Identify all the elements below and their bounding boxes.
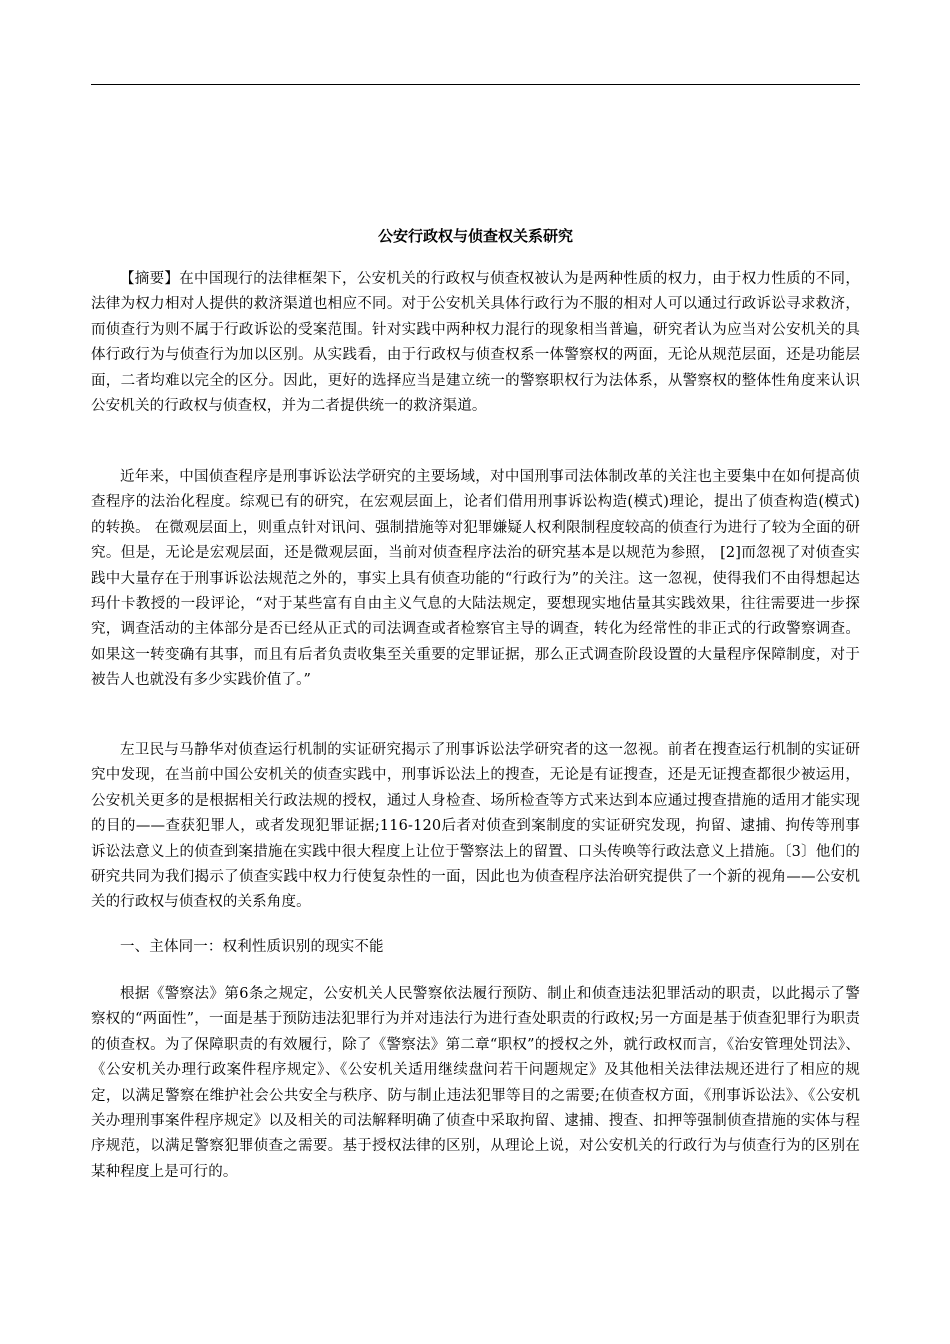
intro-paragraph: 近年来，中国侦查程序是刑事诉讼法学研究的主要场域，对中国刑事司法体制改革的关注也主要集中在如何提高侦查程序的法治化程度。综观已有的研究，在宏观层面上，论者们借用刑事诉讼构造(模式)理论，提出了侦查构造(模式)的转换。 在微观层面上，则重点针对讯问、强制措施等对犯罪嫌疑人权利限制程度较高的侦查行为进行了较为全面的研究。但是，无论是宏观层面，还是微观层面，当前对侦查程序法治的研究基本是以规范为参照， [2]而忽视了对侦查实践中大量存在于刑事诉讼法规范之外的，事实上具有侦查功能的“行政行为”的关注。这一忽视，使得我们不由得想起达玛什卡教授的一段评论，“对于某些富有自由主义气息的大陆法规定，要想现实地估量其实践效果，往往需要进一步探究，调查活动的主体部分是否已经从正式的司法调查或者检察官主导的调查，转化为经常性的非正式的行政警察调查。如果这一转变确有其事，而且有后者负责收集至关重要的定罪证据，那么正式调查阶段设置的大量程序保障制度，对于被告人也就没有多少实践价值了。”: [91, 469, 860, 689]
police-law-paragraph: 根据《警察法》第6条之规定，公安机关人民警察依法履行预防、制止和侦查违法犯罪活动的职责，以此揭示了警察权的“两面性”，一面是基于预防违法犯罪行为并对违法行为进行查处职责的行政权;另一方面是基于侦查犯罪行为职责的侦查权。为了保障职责的有效履行，除了《警察法》第二章“职权”的授权之外，就行政权而言，《治安管理处罚法》、《公安机关办理行政案件程序规定》、《公安机关适用继续盘问若干问题规定》及其他相关法律法规还进行了相应的规定，以满足警察在维护社会公共安全与秩序、防与制止违法犯罪等目的之需要;在侦查权方面，《刑事诉讼法》、《公安机关办理刑事案件程序规定》以及相关的司法解释明确了侦查中采取拘留、逮捕、搜查、扣押等强制侦查措施的实体与程序规范，以满足警察犯罪侦查之需要。基于授权法律的区别，从理论上说，对公安机关的行政行为与侦查行为的区别在某种程度上是可行的。: [91, 986, 860, 1180]
document-title: 公安行政权与侦查权关系研究: [377, 227, 573, 245]
header-rule: [91, 84, 860, 85]
empirical-research-paragraph: 左卫民与马静华对侦查运行机制的实证研究揭示了刑事诉讼法学研究者的这一忽视。前者在搜查运行机制的实证研究中发现，在当前中国公安机关的侦查实践中，刑事诉讼法上的搜查，无论是有证搜查，还是无证搜查都很少被运用，公安机关更多的是根据相关行政法规的授权，通过人身检查、场所检查等方式来达到本应通过搜查措施的适用才能实现的目的——查获犯罪人，或者发现犯罪证据;116-120后者对侦查到案制度的实证研究发现，拘留、逮捕、拘传等刑事诉讼法意义上的侦查到案措施在实践中很大程度上让位于警察法上的留置、口头传唤等行政法意义上措施。〔3〕他们的研究共同为我们揭示了侦查实践中权力行使复杂性的一面，因此也为侦查程序法治研究提供了一个新的视角——公安机关的行政权与侦查权的关系角度。: [91, 742, 860, 911]
abstract-paragraph: 【摘要】在中国现行的法律框架下，公安机关的行政权与侦查权被认为是两种性质的权力，由于权力性质的不同，法律为权力相对人提供的救济渠道也相应不同。对于公安机关具体行政行为不服的相对人可以通过行政诉讼寻求救济，而侦查行为则不属于行政诉讼的受案范围。针对实践中两种权力混行的现象相当普遍，研究者认为应当对公安机关的具体行政行为与侦查行为加以区别。从实践看，由于行政权与侦查权系一体警察权的两面，无论从规范层面，还是功能层面，二者均难以完全的区分。因此，更好的选择应当是建立统一的警察职权行为法体系，从警察权的整体性角度来认识公安机关的行政权与侦查权，并为二者提供统一的救济渠道。: [91, 271, 860, 415]
section-heading: 一、主体同一：权利性质识别的现实不能: [120, 939, 384, 955]
